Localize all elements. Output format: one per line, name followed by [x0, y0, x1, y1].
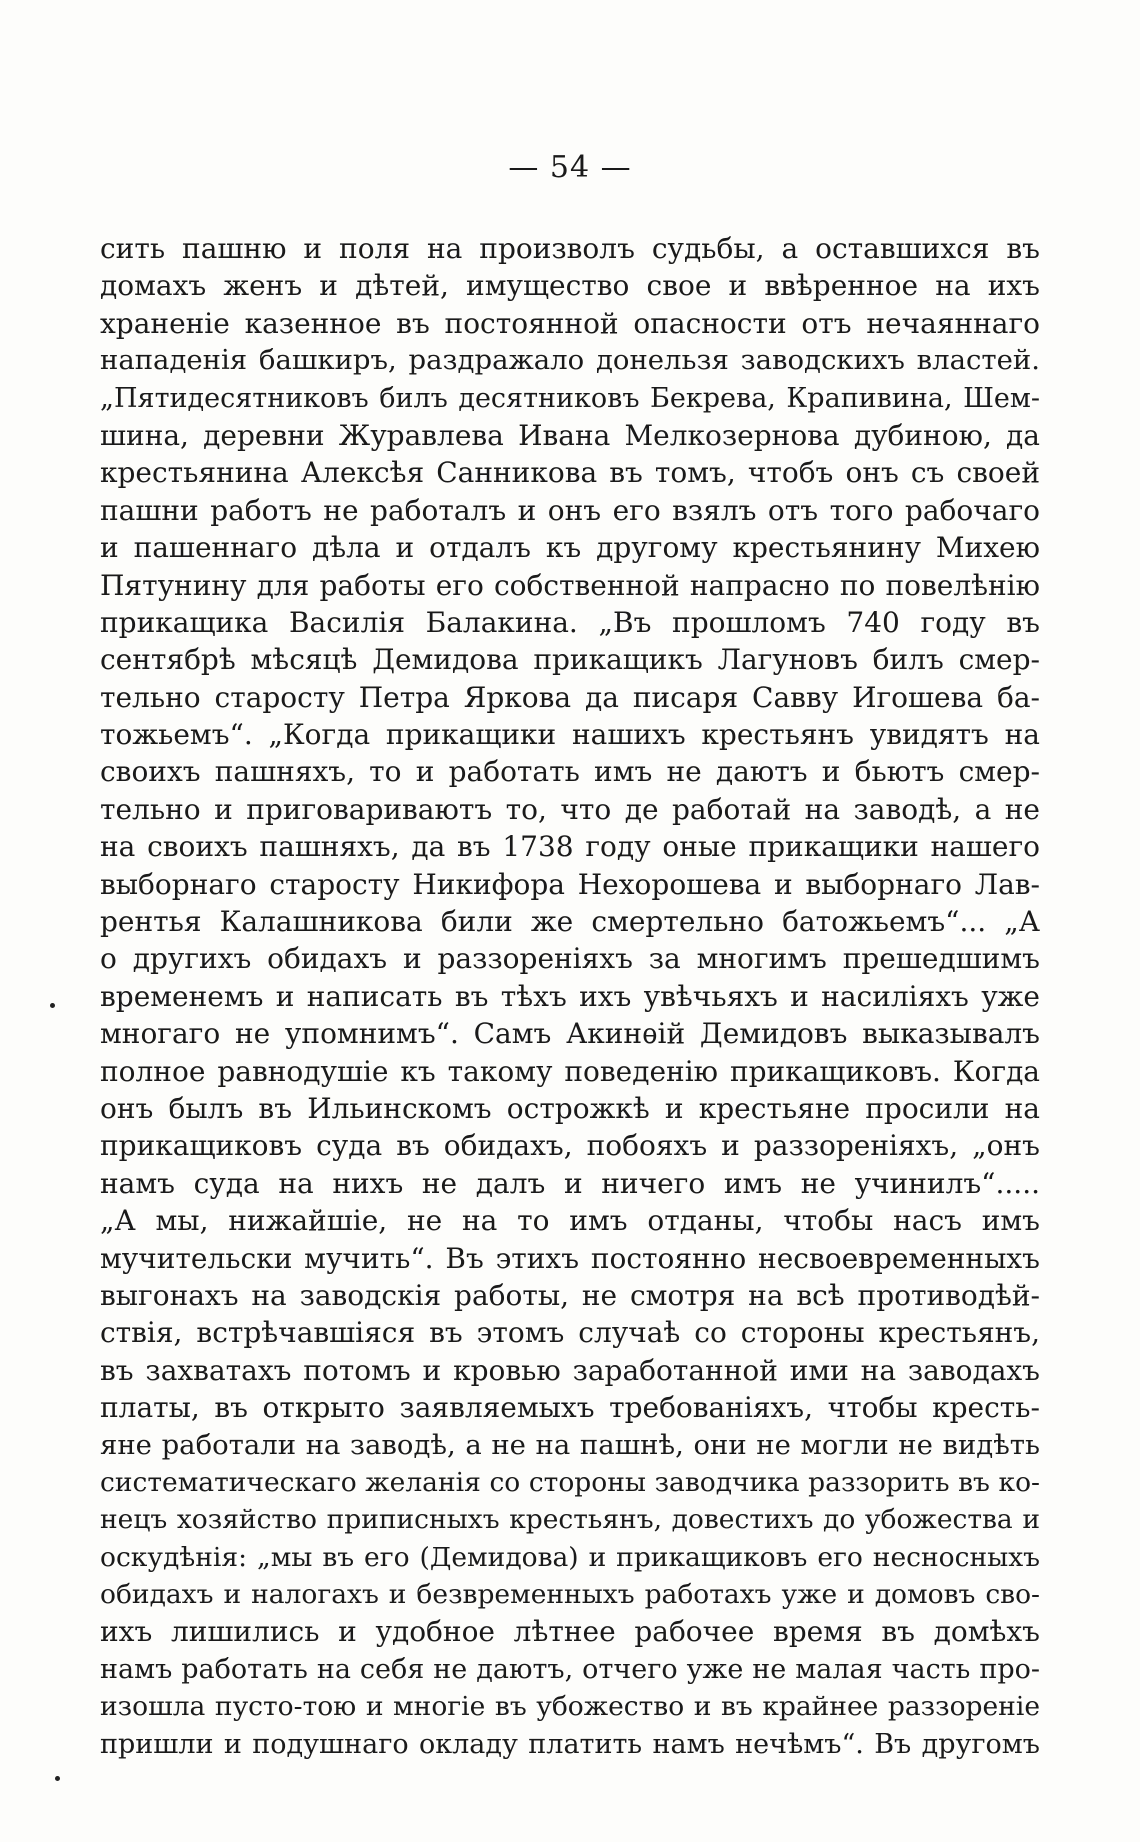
text-line: тельно старосту Петра Яркова да писаря Савву Игошева ба-: [100, 680, 1040, 714]
text-line: нецъ хозяйство приписныхъ крестьянъ, довестихъ до убожества и: [100, 1504, 1040, 1536]
margin-mark: [55, 1776, 60, 1781]
text-line: крестьянина Алексѣя Санникова въ томъ, чтобъ онъ съ своей: [100, 456, 1040, 490]
text-line: въ захватахъ потомъ и кровью заработанной ими на заводахъ: [100, 1353, 1040, 1387]
text-line: систематическаго желанія со стороны заводчика раззорить въ ко-: [100, 1466, 1040, 1498]
text-line: пришли и подушнаго окладу платить намъ нечѣмъ“. Въ другомъ: [100, 1728, 1040, 1760]
text-line: намъ суда на нихъ не далъ и ничего имъ не учинилъ“.....: [100, 1166, 1040, 1200]
text-line: ствія, встрѣчавшіяся въ этомъ случаѣ со стороны крестьянъ,: [100, 1316, 1040, 1350]
text-line: пашни работъ не работалъ и онъ его взялъ отъ того рабочаго: [100, 493, 1040, 527]
text-line: выборнаго старосту Никифора Нехорошева и выборнаго Лав-: [100, 867, 1040, 901]
margin-mark: [50, 1003, 55, 1008]
text-line: „А мы, нижайшіе, не на то имъ отданы, чтобы насъ имъ: [100, 1204, 1040, 1238]
text-line: изошла пусто-тою и многіе въ убожество и въ крайнее раззореніе: [100, 1691, 1040, 1723]
text-line: онъ былъ въ Ильинскомъ острожкѣ и крестьяне просили на: [100, 1091, 1040, 1125]
text-line: тельно и приговариваютъ то, что де работай на заводѣ, а не: [100, 792, 1040, 826]
text-line: временемъ и написать въ тѣхъ ихъ увѣчьяхъ и насиліяхъ уже: [100, 979, 1040, 1013]
text-line: яне работали на заводѣ, а не на пашнѣ, они не могли не видѣть: [100, 1428, 1040, 1461]
text-line: намъ работать на себя не даютъ, отчего уже не малая часть про-: [100, 1653, 1040, 1685]
text-line: и пашеннаго дѣла и отдалъ къ другому крестьянину Михею: [100, 531, 1040, 565]
text-line: ихъ лишились и удобное лѣтнее рабочее время въ домѣхъ: [100, 1615, 1040, 1649]
text-line: платы, въ открыто заявляемыхъ требованіяхъ, чтобы кресть-: [100, 1391, 1040, 1425]
text-line: „Пятидесятниковъ билъ десятниковъ Бекрева, Крапивина, Шем-: [100, 382, 1040, 414]
text-line: выгонахъ на заводскія работы, не смотря на всѣ противодѣй-: [100, 1278, 1040, 1312]
page-number: — 54 —: [508, 150, 632, 185]
text-line: своихъ пашняхъ, то и работать имъ не даютъ и бьютъ смер-: [100, 755, 1040, 789]
text-line: прикащика Василія Балакина. „Въ прошломъ 740 году въ: [100, 605, 1040, 639]
text-line: шина, деревни Журавлева Ивана Мелкозернова дубиною, да: [100, 418, 1040, 452]
text-line: многаго не упомнимъ“. Самъ Акинѳій Демидовъ выказывалъ: [100, 1017, 1040, 1051]
text-line: оскудѣнія: „мы въ его (Демидова) и прикащиковъ его несносныхъ: [100, 1541, 1040, 1573]
text-line: тожьемъ“. „Когда прикащики нашихъ крестьянъ увидятъ на: [100, 718, 1040, 752]
text-line: храненіе казенное въ постоянной опасности отъ нечаяннаго: [100, 306, 1040, 340]
text-line: прикащиковъ суда въ обидахъ, побояхъ и раззореніяхъ, „онъ: [100, 1129, 1040, 1163]
text-line: обидахъ и налогахъ и безвременныхъ работахъ уже и домовъ сво-: [100, 1579, 1040, 1611]
text-line: мучительски мучить“. Въ этихъ постоянно несвоевременныхъ: [100, 1241, 1040, 1275]
text-line: домахъ женъ и дѣтей, имущество свое и ввѣренное на ихъ: [100, 269, 1040, 303]
text-line: рентья Калашникова били же смертельно батожьемъ“... „А: [100, 905, 1040, 939]
text-line: на своихъ пашняхъ, да въ 1738 году оные прикащики нашего: [100, 830, 1040, 864]
text-line: сентябрѣ мѣсяцѣ Демидова прикащикъ Лагуновъ билъ смер-: [100, 643, 1040, 677]
text-line: о другихъ обидахъ и раззореніяхъ за многимъ прешедшимъ: [100, 942, 1040, 976]
body-text: [100, 230, 1040, 1763]
text-line: Пятунину для работы его собственной напрасно по повелѣнію: [100, 568, 1040, 602]
text-line: нападенія башкиръ, раздражало донельзя заводскихъ властей.: [100, 344, 1040, 377]
text-line: полное равнодушіе къ такому поведенію прикащиковъ. Когда: [100, 1054, 1040, 1088]
text-line: сить пашню и поля на произволъ судьбы, а оставшихся въ: [100, 232, 1040, 265]
